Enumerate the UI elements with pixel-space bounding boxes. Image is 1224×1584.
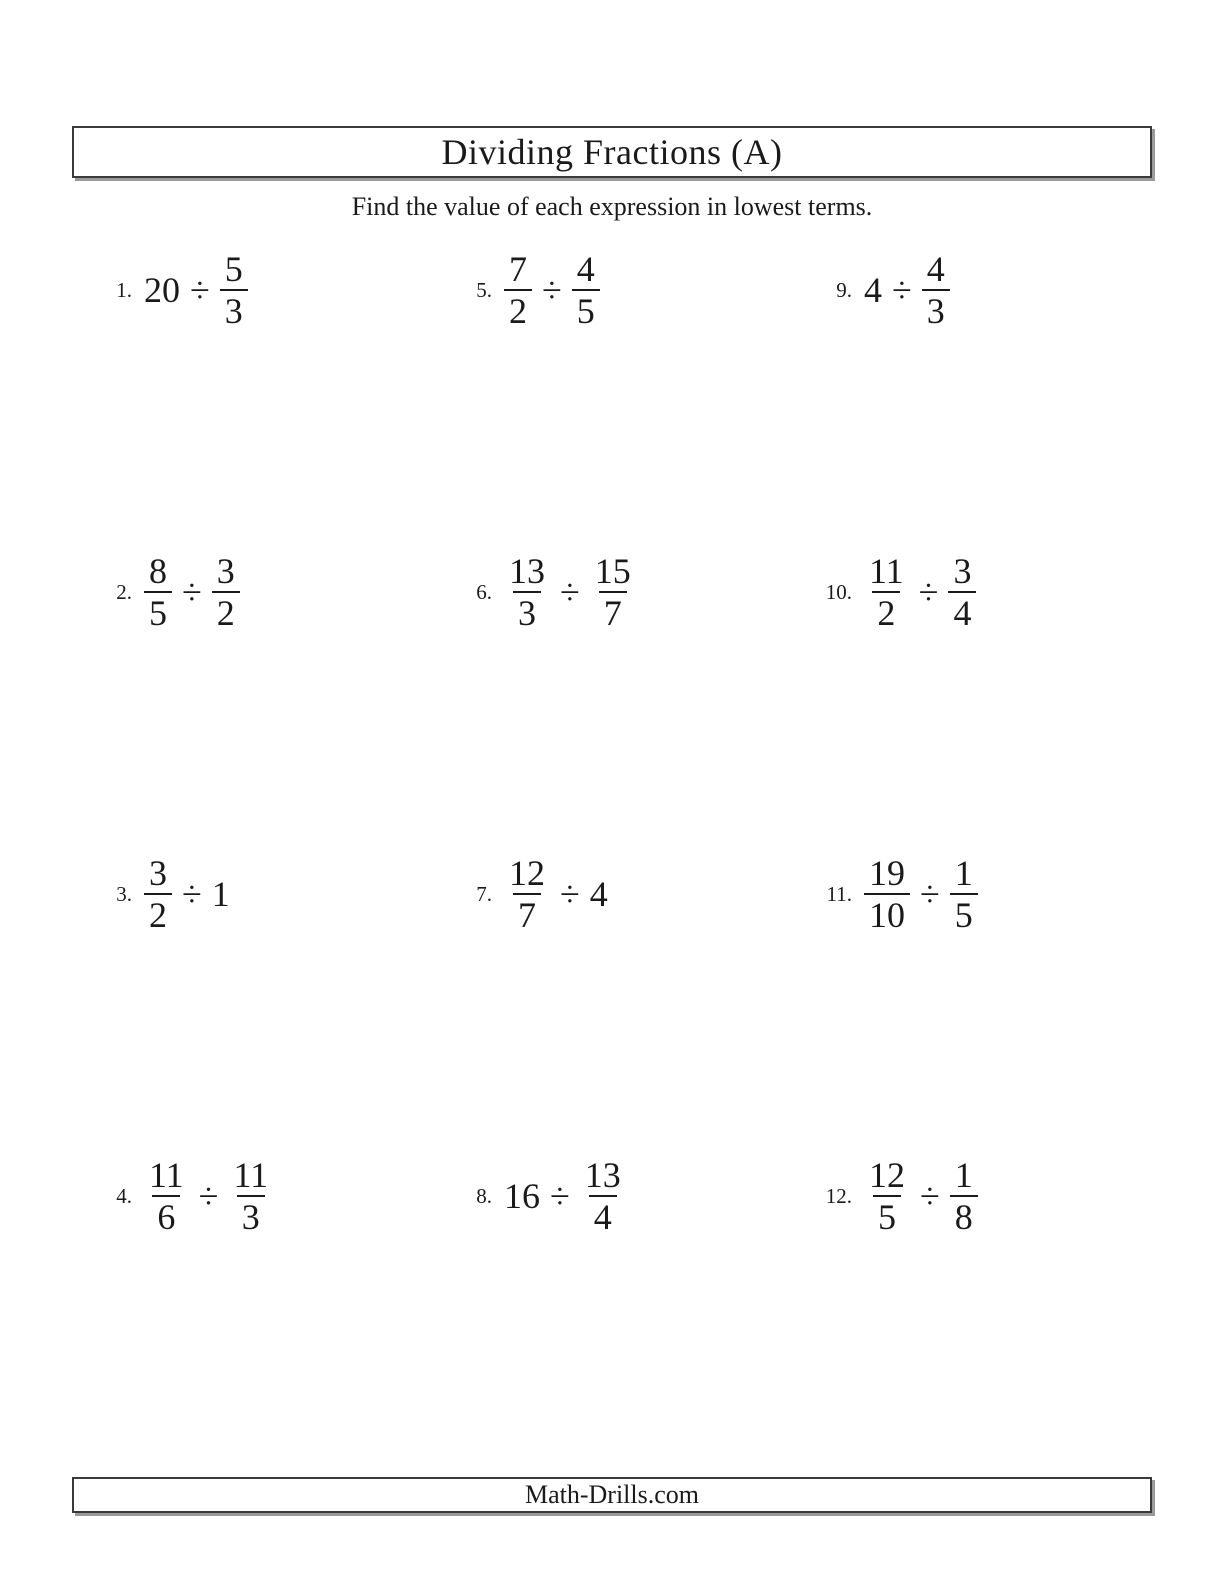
left-operand-fraction	[864, 551, 909, 634]
right-operand-fraction	[950, 1155, 978, 1238]
left-operand-fraction	[144, 551, 172, 634]
fraction-denominator: 2	[144, 893, 172, 935]
problem-expression	[864, 551, 976, 634]
fraction-denominator: 4	[589, 1195, 617, 1237]
problem-expression	[504, 853, 608, 936]
problem-5	[432, 233, 792, 337]
division-sign: ÷	[560, 874, 580, 914]
fraction-numerator: 1	[954, 1154, 973, 1195]
division-sign: ÷	[198, 1176, 219, 1216]
right-operand-fraction	[948, 551, 976, 634]
right-operand-fraction	[228, 1155, 273, 1238]
fraction-numerator: 11	[233, 1154, 269, 1195]
right-operand-whole-number: 1	[211, 874, 230, 914]
problem-6	[432, 535, 792, 639]
right-operand-fraction	[212, 551, 240, 634]
problem-expression	[864, 249, 950, 332]
problem-10	[792, 535, 1152, 639]
fraction-numerator: 19	[869, 852, 905, 893]
left-operand-fraction	[504, 853, 550, 936]
problem-8	[432, 1139, 792, 1243]
problem-expression	[504, 551, 636, 634]
fraction-denominator: 7	[513, 893, 541, 935]
fraction-denominator: 3	[513, 591, 541, 633]
problem-7	[432, 837, 792, 941]
fraction-denominator: 4	[948, 591, 976, 633]
fraction-numerator: 15	[594, 550, 631, 591]
fraction-denominator: 3	[220, 289, 248, 331]
division-sign: ÷	[920, 1176, 940, 1216]
fraction-numerator: 3	[149, 852, 167, 893]
fraction-denominator: 5	[144, 591, 172, 633]
fraction-denominator: 7	[599, 591, 627, 633]
fraction-denominator: 5	[950, 893, 978, 935]
division-sign: ÷	[190, 270, 210, 310]
problem-number: 6.	[476, 579, 492, 604]
division-sign: ÷	[892, 270, 912, 310]
problems-grid	[72, 233, 1152, 1441]
fraction-numerator: 3	[953, 550, 972, 591]
left-operand-fraction	[504, 249, 532, 332]
left-operand-whole-number: 4	[864, 270, 882, 310]
right-operand-fraction	[590, 551, 636, 634]
fraction-denominator: 2	[872, 591, 900, 633]
fraction-denominator: 5	[873, 1195, 901, 1237]
right-operand-fraction	[580, 1155, 626, 1238]
left-operand-fraction	[144, 1155, 189, 1238]
problem-2	[72, 535, 432, 639]
problem-expression	[144, 1155, 273, 1238]
problem-number: 2.	[116, 579, 132, 604]
problem-expression	[144, 551, 240, 634]
fraction-numerator: 7	[509, 248, 527, 289]
left-operand-whole-number: 16	[504, 1176, 540, 1216]
problem-9	[792, 233, 1152, 337]
problem-number: 9.	[836, 277, 852, 302]
fraction-numerator: 13	[584, 1154, 621, 1195]
right-operand-fraction	[922, 249, 950, 332]
fraction-numerator: 11	[149, 1154, 184, 1195]
fraction-denominator: 2	[212, 591, 240, 633]
problem-expression	[864, 853, 978, 936]
left-operand-fraction	[504, 551, 550, 634]
problem-expression	[144, 853, 230, 936]
problem-number: 1.	[116, 277, 132, 302]
division-sign: ÷	[542, 270, 562, 310]
fraction-denominator: 6	[152, 1195, 180, 1237]
problem-expression	[504, 1155, 626, 1238]
problem-expression	[504, 249, 600, 332]
footer-site-name: Math-Drills.com	[524, 1480, 700, 1509]
problem-1	[72, 233, 432, 337]
footer-box	[72, 1477, 1152, 1513]
right-operand-fraction	[572, 249, 600, 332]
fraction-numerator: 12	[509, 852, 545, 893]
worksheet-title-box	[72, 126, 1152, 178]
fraction-numerator: 13	[509, 550, 545, 591]
fraction-denominator: 3	[237, 1195, 265, 1237]
fraction-denominator: 2	[504, 289, 532, 331]
fraction-denominator: 10	[864, 893, 910, 935]
division-sign: ÷	[182, 572, 202, 612]
fraction-denominator: 3	[922, 289, 950, 331]
worksheet-title: Dividing Fractions (A)	[441, 132, 783, 172]
fraction-denominator: 5	[572, 289, 600, 331]
problem-number: 11.	[826, 881, 852, 906]
problem-11	[792, 837, 1152, 941]
fraction-numerator: 5	[224, 248, 243, 289]
fraction-numerator: 3	[216, 550, 235, 591]
problem-number: 3.	[116, 881, 132, 906]
fraction-numerator: 12	[869, 1154, 905, 1195]
division-sign: ÷	[918, 572, 939, 612]
division-sign: ÷	[550, 1176, 570, 1216]
right-operand-whole-number: 4	[589, 874, 608, 914]
problem-number: 12.	[825, 1183, 852, 1208]
problem-expression	[144, 249, 248, 332]
fraction-numerator: 1	[954, 852, 973, 893]
left-operand-fraction	[864, 853, 910, 936]
left-operand-whole-number: 20	[144, 270, 180, 310]
worksheet-instruction: Find the value of each expression in lowest terms.	[351, 192, 873, 221]
problem-3	[72, 837, 432, 941]
fraction-denominator: 8	[950, 1195, 978, 1237]
problem-number: 7.	[476, 881, 492, 906]
right-operand-fraction	[950, 853, 978, 936]
problem-number: 4.	[116, 1183, 132, 1208]
problem-number: 5.	[476, 277, 492, 302]
problem-4	[72, 1139, 432, 1243]
division-sign: ÷	[920, 874, 940, 914]
problem-number: 8.	[476, 1183, 492, 1208]
fraction-numerator: 4	[926, 248, 945, 289]
right-operand-fraction	[220, 249, 248, 332]
left-operand-fraction	[864, 1155, 910, 1238]
problem-12	[792, 1139, 1152, 1243]
fraction-numerator: 11	[869, 550, 904, 591]
problem-expression	[864, 1155, 978, 1238]
division-sign: ÷	[560, 572, 580, 612]
division-sign: ÷	[182, 874, 202, 914]
left-operand-fraction	[144, 853, 172, 936]
fraction-numerator: 8	[149, 550, 167, 591]
fraction-numerator: 4	[576, 248, 595, 289]
problem-number: 10.	[825, 579, 852, 604]
